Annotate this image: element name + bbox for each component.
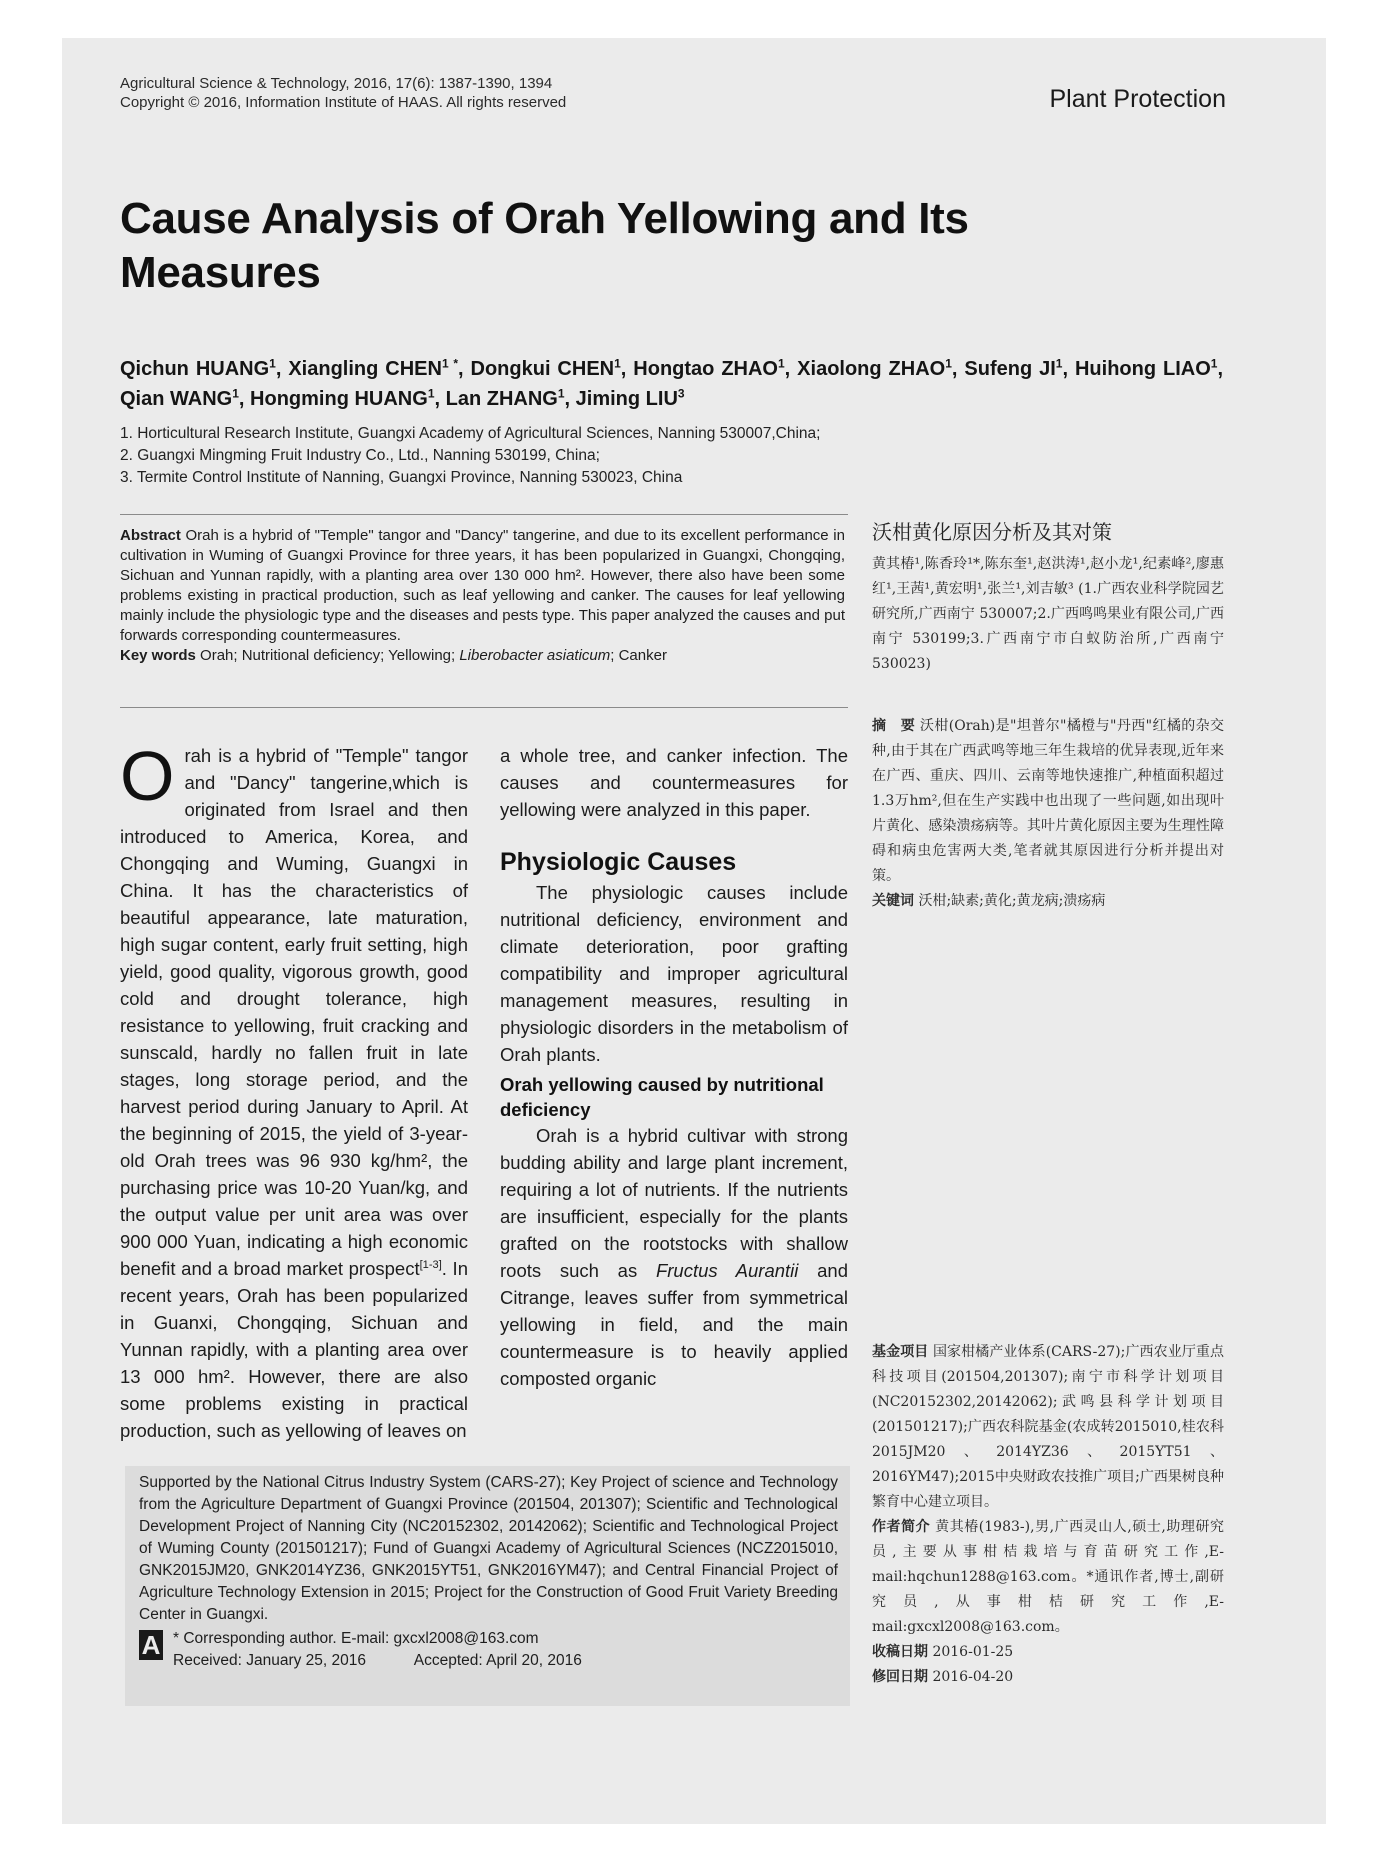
author-affiliation-mark: 1 (1055, 356, 1063, 371)
heading-physiologic-causes: Physiologic Causes (500, 848, 737, 876)
keywords-text: Orah; Nutritional deficiency; Yellowing; (200, 647, 456, 664)
journal-logo: A (139, 1630, 163, 1660)
dates-line (173, 1650, 838, 1672)
affiliations (120, 423, 1220, 489)
chinese-abstract-label: 摘 要 (872, 718, 916, 734)
body-column-right (500, 742, 848, 1470)
author-affiliation-mark: 1 (427, 386, 435, 401)
correspondence-block (139, 1628, 838, 1672)
funding-box (125, 1466, 850, 1706)
funding-text: Supported by the National Citrus Industry System (CARS-27); Key Project of science and Technology from the Agriculture Department of Guangxi Province (201504, 201307); Scientific and Technological Development Project of Nanning City (NC20152302, 20142062); Scientific and Technological Project of Wuming County (201501217); Fund of Guangxi Academy of Agricultural Sciences (NCZ2015010, GNK2015JM20, GNK2014YZ36, GNK2015YT51, GNK2016YM47); and Central Financial Project of Agriculture Technology Extension in 2015; Project for the Construction of Good Fruit Variety Breeding Center in Guangxi. (139, 1474, 838, 1623)
keywords-label: Key words (120, 647, 196, 664)
chinese-revised (872, 1665, 1224, 1690)
chinese-fund (872, 1340, 1224, 1515)
author-name: Qichun HUANG (120, 358, 270, 380)
chinese-fund-label: 基金项目 (872, 1344, 929, 1360)
author-affiliation-mark: 1 (945, 356, 952, 371)
author-name: Sufeng JI (964, 358, 1056, 380)
drop-cap: O (120, 737, 175, 815)
author-name: Hongming HUANG (250, 388, 428, 410)
author-affiliation-mark: 1 (1210, 356, 1218, 371)
author-affiliation-mark: 3 (677, 386, 685, 401)
author-affiliation-mark: 1 (269, 356, 276, 371)
nutrition-paragraph (500, 1122, 848, 1392)
received-date: Received: January 25, 2016 (173, 1652, 367, 1669)
chinese-revised-date: 2016-04-20 (932, 1669, 1014, 1685)
author-affiliation-mark: 1 (557, 386, 565, 401)
intro-continuation (500, 742, 848, 823)
chinese-authors: 黄其椿¹,陈香玲¹*,陈东奎¹,赵洪涛¹,赵小龙¹,纪素峰²,廖惠红¹,王茜¹,黄宏明¹,张兰¹,刘吉敏³ (1.广西农业科学院园艺研究所,广西南宁 530007;2.广西鸣鸣果业有限公司,广西南宁 530199;3.广西南宁市白蚁防治所,广西南宁 530023) (872, 556, 1224, 672)
accepted-date: Accepted: April 20, 2016 (413, 1652, 582, 1669)
author-name: Huihong LIAO (1074, 358, 1211, 380)
nutrition-text-cont: and Citrange, leaves suffer from symmetrical yellowing in field, and the main countermeasure is to heavily applied composted organic (500, 1260, 848, 1389)
author-list: Qichun HUANG$^1$, Xiangling $CHEN^{1 *}$, Dongkui CHEN$^1$, Hongtao ZHAO$^1$, Xiaolong ZHAO$^1$, Sufeng $JI^1$, Huihong LIAO$^1$, Qian WANG$^1$, Hongming HUANG$^1$, Lan ZHANG$^1$, Jiming LIU$^3$ (120, 356, 1224, 410)
keywords-tail: ; Canker (610, 647, 667, 664)
body-column-left (120, 737, 468, 1444)
chinese-keywords: 沃柑;缺素;黄化;黄龙病;溃疡病 (918, 893, 1106, 909)
author-name: Xiaolong ZHAO (797, 358, 946, 380)
chinese-footnotes (872, 1340, 1224, 1690)
chinese-received (872, 1640, 1224, 1665)
author-affiliation-mark: 1 (777, 356, 785, 371)
heading-nutritional-deficiency: Orah yellowing caused by nutritional deficiency (500, 1074, 824, 1120)
abstract-top-rule (120, 514, 848, 515)
chinese-bio-text: 黄其椿(1983-),男,广西灵山人,硕士,助理研究员,主要从事柑桔栽培与育苗研究工作,E-mail:hqchun1288@163.com。*通讯作者,博士,副研究员,从事柑桔研究工作,E-mail:gxcxl2008@163.com。 (872, 1519, 1225, 1635)
chinese-abstract (872, 714, 1224, 914)
author-name: Jiming LIU (575, 388, 678, 410)
journal-citation: Agricultural Science & Technology, 2016, 17(6): 1387-1390, 1394 (120, 75, 553, 92)
author-name: Xiangling CHEN (288, 358, 442, 380)
chinese-revised-label: 修回日期 (872, 1669, 928, 1685)
section-label: Plant Protection (1049, 85, 1226, 113)
author-affiliation-mark: 1 (232, 386, 239, 401)
author-name: Lan ZHANG (445, 388, 558, 410)
chinese-received-label: 收稿日期 (872, 1644, 928, 1660)
chinese-title: 沃柑黄化原因分析及其对策 (872, 520, 1112, 544)
abstract-label: Abstract (120, 527, 181, 544)
chinese-keywords-label: 关键词 (872, 893, 914, 909)
affiliation-2: 2. Guangxi Mingming Fruit Industry Co., Ltd., Nanning 530199, China; (120, 447, 600, 464)
author-name: Dongkui CHEN (470, 358, 615, 380)
article-title (120, 192, 1220, 300)
corresponding-author: * Corresponding author. E-mail: gxcxl2008@163.com (173, 1630, 539, 1647)
nutrition-italic: Fructus Aurantii (655, 1260, 799, 1281)
intro-paragraph-cont: . In recent years, Orah has been popularized in Guanxi, Chongqing, Sichuan and Yunnan rapidly, with a planting area over 13 000 hm². However, there are also some problems existing in practical production, such as yellowing of leaves on (120, 1258, 468, 1441)
author-affiliation-mark: 1 (614, 356, 621, 371)
chinese-abstract-text: 沃柑(Orah)是"坦普尔"橘橙与"丹西"红橘的杂交种,由于其在广西武鸣等地三年生栽培的优异表现,近年来在广西、重庆、四川、云南等地快速推广,种植面积超过1.3万hm²,但在生产实践中也出现了一些问题,如出现叶片黄化、感染溃疡病等。其叶片黄化原因主要为生理性障碍和病虫危害两大类,笔者就其原因进行分析并提出对策。 (872, 718, 1225, 884)
chinese-bio (872, 1515, 1224, 1640)
intro-paragraph: rah is a hybrid of "Temple" tangor and "Dancy" tangerine,which is originated from Israel and then introduced to America, Korea, and Chongqing and Wuming, Guangxi in China. It has the characteristics of beautiful appearance, late maturation, high sugar content, early fruit setting, high yield, good quality, vigorous growth, good cold and drought tolerance, high resistance to yellowing, fruit cracking and sunscald, hardly no fallen fruit in late stages, long storage period, and the harvest period during January to April. At the beginning of 2015, the yield of 3-year-old Orah trees was 96 930 kg/hm², the purchasing price was 10-20 Yuan/kg, and the output value per unit area was over 900 000 Yuan, indicating a high economic benefit and a broad market prospect (120, 745, 468, 1279)
abstract (120, 526, 845, 666)
title-line-2: Measures (120, 248, 321, 297)
title-line-1: Cause Analysis of Orah Yellowing and Its (120, 194, 969, 243)
keywords-italic: Liberobacter asiaticum (459, 647, 611, 664)
chinese-received-date: 2016-01-25 (932, 1644, 1014, 1660)
nutrition-text: Orah is a hybrid cultivar with strong budding ability and large plant increment, requiring a lot of nutrients. If the nutrients are insufficient, especially for the plants grafted on the rootstocks with shallow roots such as (500, 1125, 848, 1281)
copyright-line: Copyright © 2016, Information Institute of HAAS. All rights reserved (120, 94, 567, 111)
affiliation-3: 3. Termite Control Institute of Nanning, Guangxi Province, Nanning 530023, China (120, 469, 683, 486)
chinese-bio-label: 作者简介 (872, 1519, 931, 1535)
affiliation-1: 1. Horticultural Research Institute, Guangxi Academy of Agricultural Sciences, Nanning 530007,China; (120, 425, 821, 442)
abstract-bottom-rule (120, 707, 848, 708)
abstract-text: Orah is a hybrid of "Temple" tangor and "Dancy" tangerine, and due to its excellent performance in cultivation in Wuming of Guangxi Province for three years, it has been popularized in Guangxi, Chongqing, Sichuan and Yunnan rapidly, with a planting area over 130 000 hm². However, there also have been some problems existing in practical production, such as leaf yellowing and canker. The causes for leaf yellowing mainly include the physiologic type and the diseases and pests type. This paper analyzed the causes and put forwards corresponding countermeasures. (120, 527, 845, 644)
author-affiliation-mark: 1 * (441, 356, 459, 371)
author-name: Hongtao ZHAO (633, 358, 778, 380)
intro-tail: a whole tree, and canker infection. The causes and countermeasures for yellowing were analyzed in this paper. (500, 745, 848, 820)
author-name: Qian WANG (120, 388, 233, 410)
physiologic-paragraph: The physiologic causes include nutritional deficiency, environment and climate deterioration, poor grafting compatibility and improper agricultural management measures, resulting in physiologic disorders in the metabolism of Orah plants. (500, 882, 848, 1065)
chinese-fund-text: 国家柑橘产业体系(CARS-27);广西农业厅重点科技项目(201504,201307);南宁市科学计划项目(NC20152302,20142062);武鸣县科学计划项目(201501217);广西农科院基金(农成转2015010,桂农科2015JM20、2014YZ36、2015YT51、2016YM47);2015中央财政农技推广项目;广西果树良种繁育中心建立项目。 (872, 1344, 1225, 1510)
reference-cite: [1-3] (419, 1258, 442, 1271)
